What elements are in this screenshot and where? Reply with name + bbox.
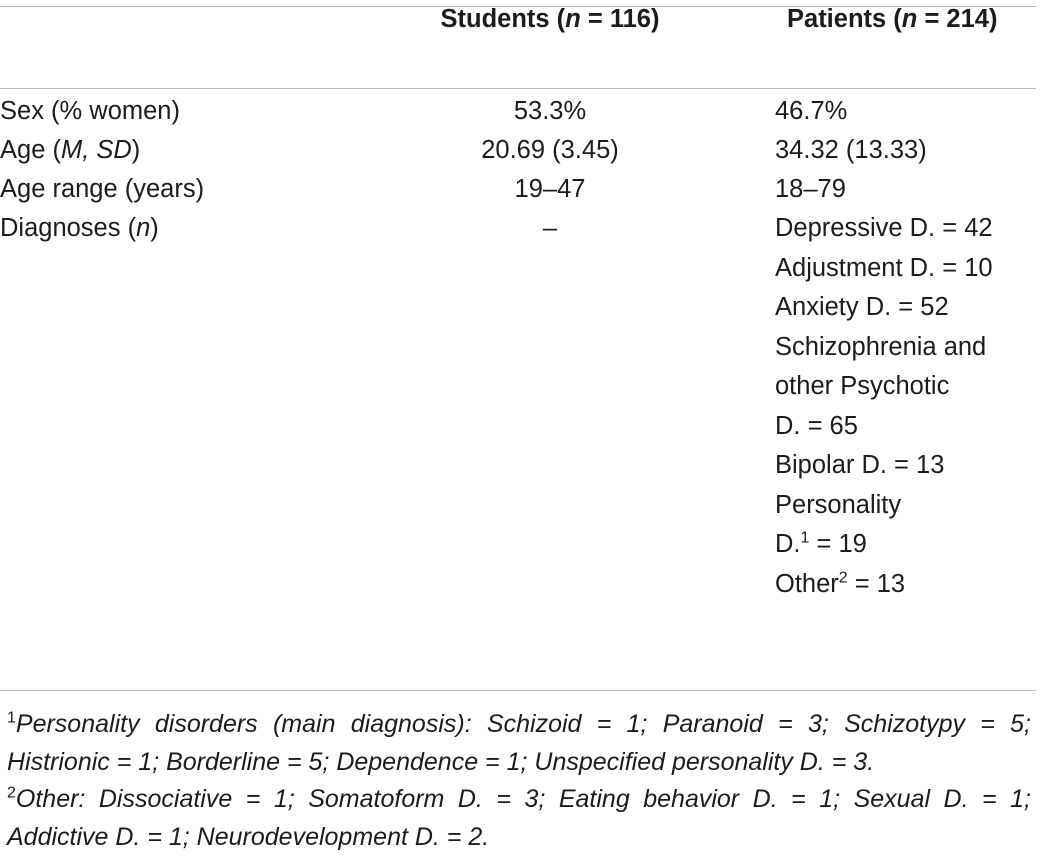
- patients-sex-value: 46.7%: [775, 97, 848, 125]
- footnote-ref-2: 2: [838, 569, 848, 586]
- diagnosis-adjustment: Adjustment D. = 10: [775, 253, 993, 282]
- diagnosis-personality-line2: D.$^1$ = 19: [775, 529, 867, 558]
- diagnosis-other: Other$^2$ = 13: [775, 569, 906, 598]
- table-row-sex: [0, 88, 1036, 131]
- header-empty: [0, 0, 325, 88]
- table-row-age: [0, 131, 1036, 170]
- diagnosis-anxiety: Anxiety D. = 52: [775, 293, 949, 321]
- footnote-1-text: Personality disorders (main diagnosis): Schizoid = 1; Paranoid = 3; Schizotypy = 5; Histrionic = 1; Borderline = 5; Dependence = 1; Unspecified personality D. = 3.: [7, 710, 1031, 776]
- diagnosis-schizophrenia-line2: other Psychotic: [775, 372, 950, 400]
- patients-age-value: 34.32 (13.33): [775, 136, 927, 164]
- footnote-2-marker: 2: [7, 784, 16, 802]
- footnote-1-marker: 1: [7, 709, 16, 727]
- diagnosis-schizophrenia-line1: Schizophrenia and: [775, 332, 987, 361]
- table-header-row: [0, 0, 1036, 88]
- row-label-age: Age (M, SD): [0, 136, 141, 164]
- row-label-sex: Sex (% women): [0, 97, 180, 125]
- table-bottom-rule: [0, 690, 1036, 691]
- diagnosis-schizophrenia-line3: D. = 65: [775, 411, 858, 440]
- footnote-ref-1: 1: [800, 529, 810, 547]
- header-students: Students (n = 116): [440, 5, 660, 33]
- students-diagnoses-value: –: [542, 214, 558, 242]
- diagnosis-bipolar: Bipolar D. = 13: [775, 451, 945, 479]
- students-age-range-value: 19–47: [514, 175, 586, 203]
- patients-diagnoses-list: [775, 209, 1036, 604]
- footnote-1: [7, 706, 1031, 781]
- row-label-diagnoses: Diagnoses (n): [0, 214, 159, 242]
- students-age-value: 20.69 (3.45): [481, 136, 619, 164]
- table-footnotes: [7, 706, 1031, 856]
- table-row-diagnoses: [0, 209, 1036, 604]
- header-patients: Patients (n = 214): [787, 5, 998, 33]
- table-row-age-range: [0, 170, 1036, 209]
- diagnosis-personality-line1: Personality: [775, 490, 902, 519]
- footnote-2: [7, 781, 1031, 856]
- diagnosis-depressive: Depressive D. = 42: [775, 214, 993, 242]
- students-sex-value: 53.3%: [513, 97, 587, 125]
- footnote-2-text: Other: Dissociative = 1; Somatoform D. = 3; Eating behavior D. = 1; Sexual D. = 1; Addictive D. = 1; Neurodevelopment D. = 2.: [7, 785, 1031, 851]
- patients-age-range-value: 18–79: [775, 175, 846, 203]
- row-label-age-range: Age range (years): [0, 175, 205, 203]
